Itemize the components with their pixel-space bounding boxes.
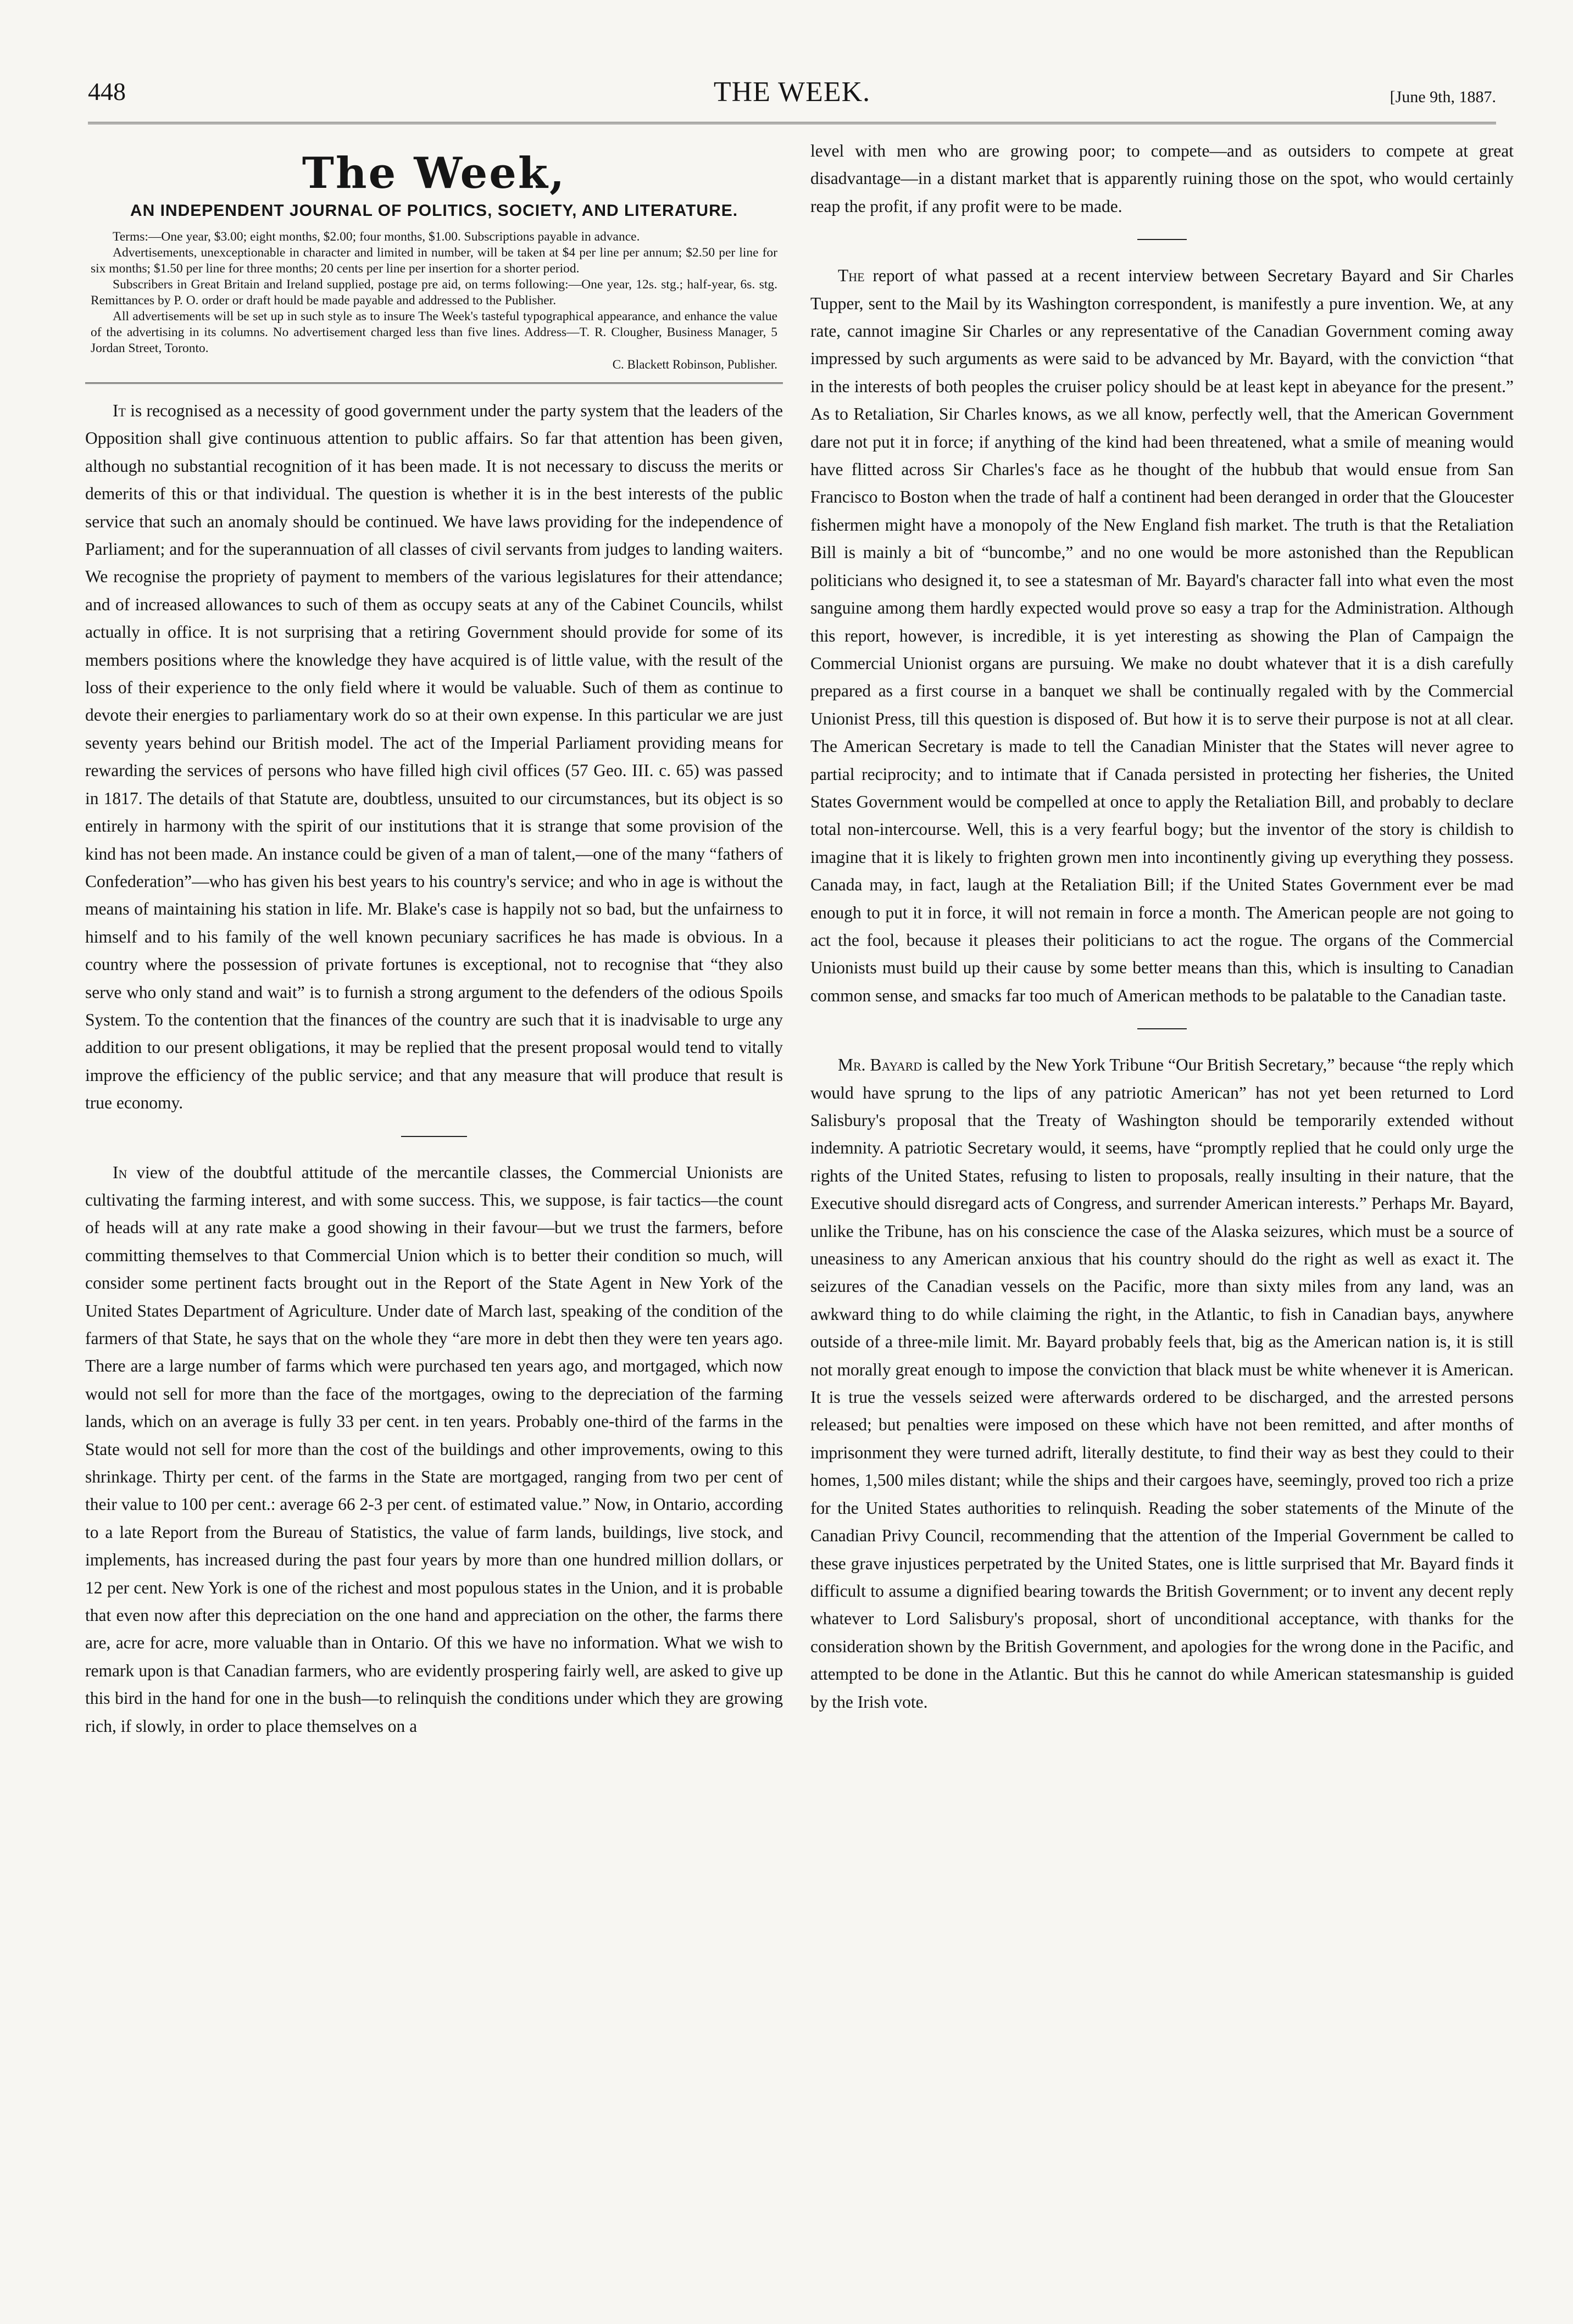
article-body: level with men who are growing poor; to compete—and as outsiders to compete at great disadvantage—in a distant market that is apparently ruining those on the spot, who would certainly reap the profit, if any profit were to be made. (810, 141, 1514, 216)
article-lead: Mr. Bayard (838, 1055, 922, 1075)
article-paragraph (810, 137, 1514, 220)
terms-line: Subscribers in Great Britain and Ireland supplied, postage pre aid, on terms following:—One year, 12s. stg.; half-year, 6s. stg. Remittances by P. O. order or draft hould be made payable and addressed to the Publisher. (91, 277, 777, 308)
article-paragraph (810, 1051, 1514, 1716)
article-separator (1137, 239, 1187, 240)
header-rule (88, 122, 1496, 124)
article-separator (401, 1136, 467, 1137)
terms-line: Terms:—One year, $3.00; eight months, $2.00; four months, $1.00. Subscriptions payable in advance. (113, 230, 640, 244)
article-separator (1137, 1028, 1187, 1029)
running-head (88, 71, 1496, 115)
right-column (810, 137, 1514, 1716)
article-body: report of what passed at a recent interview between Secretary Bayard and Sir Charles Tupper, sent to the Mail by its Washington correspondent, is manifestly a pure invention. We, at any rate, cannot imagine Sir Charles or any representative of the Canadian Government coming away impressed by such arguments as were said to be advanced by Mr. Bayard, with the conviction “that in the interests of both peoples the cruiser policy should be at least kept in abeyance for the present.” As to Retaliation, Sir Charles knows, as we all know, perfectly well, that the American Government dare not put it in force; if anything of the kind had been threatened, what a smile of meaning would have flitted across Sir Charles's face as he thought of the hubbub that would ensue from San Francisco to Boston when the trade of half a continent had been deranged in order that the Gloucester fishermen might have a monopoly of the New England fish market. The truth is that the Retaliation Bill is mainly a bit of “buncombe,” and no one would be more astonished than the Republican politicians who designed it, to see a statesman of Mr. Bayard's character fall into what even the most sanguine among them hardly expected would prove so easy a trap for the Administration. Although this report, however, is incredible, it is yet interesting as showing the Plan of Campaign the Commercial Unionist organs are pursuing. We make no doubt whatever that it is a dish carefully prepared as a first course in a banquet we shall be continually regaled with by the Commercial Unionist Press, till this question is disposed of. But how it is to serve their purpose is not at all clear. The American Secretary is made to tell the Canadian Minister that the States will never agree to partial reciprocity; and to intimate that if Canada persisted in protecting her fisheries, the United States Government would be compelled at once to apply the Retaliation Bill, and probably to declare total non-intercourse. Well, this is a very fearful bogy; but the inventor of the story is childish to imagine that it is likely to frighten grown men into incontinently giving up everything they possess. Canada may, in fact, laugh at the Retaliation Bill; if the United States Government ever be mad enough to put it in force, it will not remain in force a month. The American people are not going to act the fool, because it pleases their politicians to act the rogue. The organs of the Commercial Unionists must build up their cause by some better means than this, which is insulting to Canadian common sense, and smacks far too much of American methods to be palatable to the Canadian taste. (810, 266, 1514, 1005)
page-number: 448 (88, 77, 126, 105)
publisher-line: C. Blackett Robinson, Publisher. (612, 358, 777, 371)
page-title: THE WEEK. (713, 76, 871, 108)
terms-line: Advertisements, unexceptionable in character and limited in number, will be taken at $4 per line per annum; $2.50 per line for six months; $1.50 per line for three months; 20 cents per line per insertion for a shorter period. (91, 246, 777, 276)
masthead-rule (85, 382, 783, 384)
article-body: is recognised as a necessity of good government under the party system that the leaders of the Opposition shall give continuous attention to public affairs. So far that attention has been given, although no substantial recognition of it has been made. It is not necessary to discuss the merits or demerits of this or that individual. The question is whether it is in the best interests of the public service that such an anomaly should be continued. We have laws providing for the independence of Parliament; and for the superannuation of all classes of civil servants from judges to landing waiters. We recognise the propriety of payment to members of the various legislatures for their attendance; and of increased allowances to such of them as occupy seats at any of the Cabinet Councils, whilst actually in office. It is not surprising that a retiring Government should provide for some of its members positions where the knowledge they have acquired is of little value, with the result of the loss of their experience to the only field where it would be valuable. Such of them as continue to devote their energies to parliamentary work do so at their own expense. In this particular we are just seventy years behind our British model. The act of the Imperial Parliament providing means for rewarding the services of persons who have filled high civil offices (57 Geo. III. c. 65) was passed in 1817. The details of that Statute are, doubtless, unsuited to our circumstances, but its object is so entirely in harmony with the spirit of our institutions that it is strange that some provision of the kind has not been made. An instance could be given of a man of talent,—one of the many “fathers of Confederation”—who has given his best years to his country's service; and who in age is without the means of maintaining his station in life. Mr. Blake's case is happily not so bad, but the unfairness to himself and to his family of the well known pecuniary sacrifices he has made is obvious. In a country where the possession of private fortunes is exceptional, not to recognise that “they also serve who only stand and wait” is to furnish a strong argument to the defenders of the odious Spoils System. To the contention that the finances of the country are such that it is inadvisable to urge any addition to our present obligations, it may be replied that the present proposal would tend to vitally improve the efficiency of the public service; and that any measure that will produce that result is true economy. (85, 401, 783, 1113)
article-lead: The (838, 266, 865, 286)
terms-line: All advertisements will be set up in such style as to insure The Week's tasteful typographical appearance, and enhance the value of the advertising in its columns. No advertisement charged less than five lines. Address—T. R. Clougher, Business Manager, 5 Jordan Street, Toronto. (91, 309, 777, 355)
masthead-title: The Week, (302, 148, 566, 198)
issue-date: [June 9th, 1887. (1389, 88, 1496, 106)
article-paragraph (810, 262, 1514, 1010)
article-lead: It (113, 401, 126, 420)
article-lead: In (113, 1162, 127, 1182)
terms-notice (85, 229, 783, 372)
masthead-subtitle: AN INDEPENDENT JOURNAL OF POLITICS, SOCIETY, AND LITERATURE. (130, 202, 738, 220)
left-column (85, 137, 783, 1740)
article-body: is called by the New York Tribune “Our British Secretary,” because “the reply which would have sprung to the lips of any patriotic American” has not yet been returned to Lord Salisbury's proposal that the Treaty of Washington should be temporarily extended without indemnity. A patriotic Secretary would, it seems, have “promptly replied that he could only urge the rights of the United States, refusing to listen to proposals, really insulting in their nature, that the Executive should disregard acts of Congress, and surrender American interests.” Perhaps Mr. Bayard, unlike the Tribune, has on his conscience the case of the Alaska seizures, which must be a source of uneasiness to any American anxious that his country should do the right as well as exact it. The seizures of the Canadian vessels on the Pacific, more than sixty miles from any land, was an awkward thing to do while claiming the right, in the Atlantic, to fish in Canadian bays, anywhere outside of a three-mile limit. Mr. Bayard probably feels that, big as the American nation is, it is still not morally great enough to impose the conviction that black must be white whenever it is American. It is true the vessels seized were afterwards ordered to be discharged, and the arrested persons released; but penalties were imposed on these which have not been remitted, and after months of imprisonment they were turned adrift, literally destitute, to find their way as best they could to their homes, 1,500 miles distant; while the ships and their cargoes have, seemingly, proved too rich a prize for the United States authorities to relinquish. Reading the sober statements of the Minute of the Canadian Privy Council, recommending that the attention of the Imperial Government be called to these grave injustices perpetrated by the United States, one is little surprised that Mr. Bayard finds it difficult to assume a dignified bearing towards the British Government; or to invent any decent reply whatever to Lord Salisbury's proposal, short of unconditional acceptance, with thanks for the consideration shown by the British Government, and apologies for the wrong done in the Pacific, and attempted to be done in the Atlantic. But this he cannot do while American statesmanship is guided by the Irish vote. (810, 1055, 1514, 1712)
article-paragraph (85, 397, 783, 1117)
article-paragraph (85, 1159, 783, 1741)
article-body: view of the doubtful attitude of the mercantile classes, the Commercial Unionists are cultivating the farming interest, and with some success. This, we suppose, is fair tactics—the count of heads will at any rate make a good showing in their favour—but we trust the farmers, before committing themselves to that Commercial Union which is to better their condition so much, will consider some pertinent facts brought out in the Report of the State Agent in New York of the United States Department of Agriculture. Under date of March last, speaking of the condition of the farmers of that State, he says that on the whole they “are more in debt then they were ten years ago. There are a large number of farms which were purchased ten years ago, and mortgaged, which now would not sell for more than the face of the mortgages, owing to the depreciation of the farming lands, which on an average is fully 33 per cent. in ten years. Probably one-third of the farms in the State would not sell for more than the cost of the buildings and other improvements, owing to this shrinkage. Thirty per cent. of the farms in the State are mortgaged, ranging from two per cent of their value to 100 per cent.: average 66 2-3 per cent. of estimated value.” Now, in Ontario, according to a late Report from the Bureau of Statistics, the value of farm lands, buildings, live stock, and implements, has increased during the past four years by more than one hundred million dollars, or 12 per cent. New York is one of the richest and most populous states in the Union, and it is probable that even now after this depreciation on the one hand and appreciation on the other, the farms there are, acre for acre, more valuable than in Ontario. Of this we have no information. What we wish to remark upon is that Canadian farmers, who are evidently prospering fairly well, are asked to give up this bird in the hand for one in the bush—to relinquish the conditions under which they are growing rich, if slowly, in order to place themselves on a (85, 1162, 783, 1736)
masthead (85, 148, 783, 384)
